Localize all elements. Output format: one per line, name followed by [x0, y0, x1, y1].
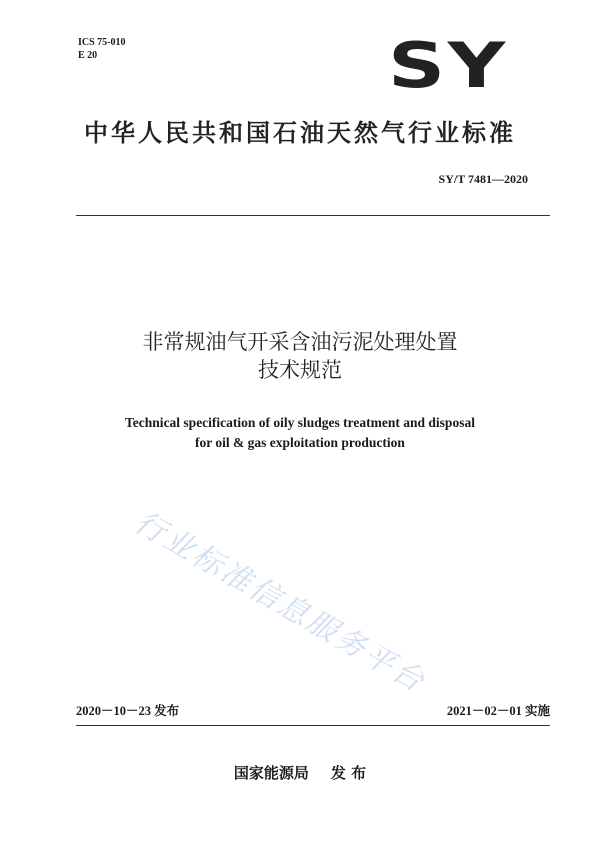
publish-action: 发 布	[330, 764, 367, 782]
english-title-line-2: for oil & gas exploitation production	[195, 435, 405, 450]
top-divider	[76, 215, 550, 216]
issue-date: 2020－10－23 发布	[76, 704, 180, 718]
english-title	[0, 413, 600, 453]
sy-logo: SY	[388, 29, 508, 102]
standard-category-title: 中华人民共和国石油天然气行业标准	[84, 119, 516, 147]
publisher-line	[0, 762, 600, 783]
watermark: 行业标准信息服务平台	[128, 504, 432, 701]
classification-codes	[78, 36, 126, 62]
english-title-line-1: Technical specification of oily sludges treatment and disposal	[125, 415, 475, 430]
publisher-name: 国家能源局	[233, 764, 309, 782]
chinese-title	[0, 328, 600, 384]
ics-code: ICS 75-010	[78, 37, 126, 48]
implementation-date: 2021－02－01 实施	[446, 704, 550, 718]
standard-code: SY/T 7481—2020	[438, 172, 528, 186]
bottom-divider	[76, 725, 550, 726]
class-code: E 20	[78, 50, 98, 61]
chinese-title-line-1: 非常规油气开采含油污泥处理处置	[142, 330, 458, 354]
chinese-title-line-2: 技术规范	[258, 358, 342, 382]
